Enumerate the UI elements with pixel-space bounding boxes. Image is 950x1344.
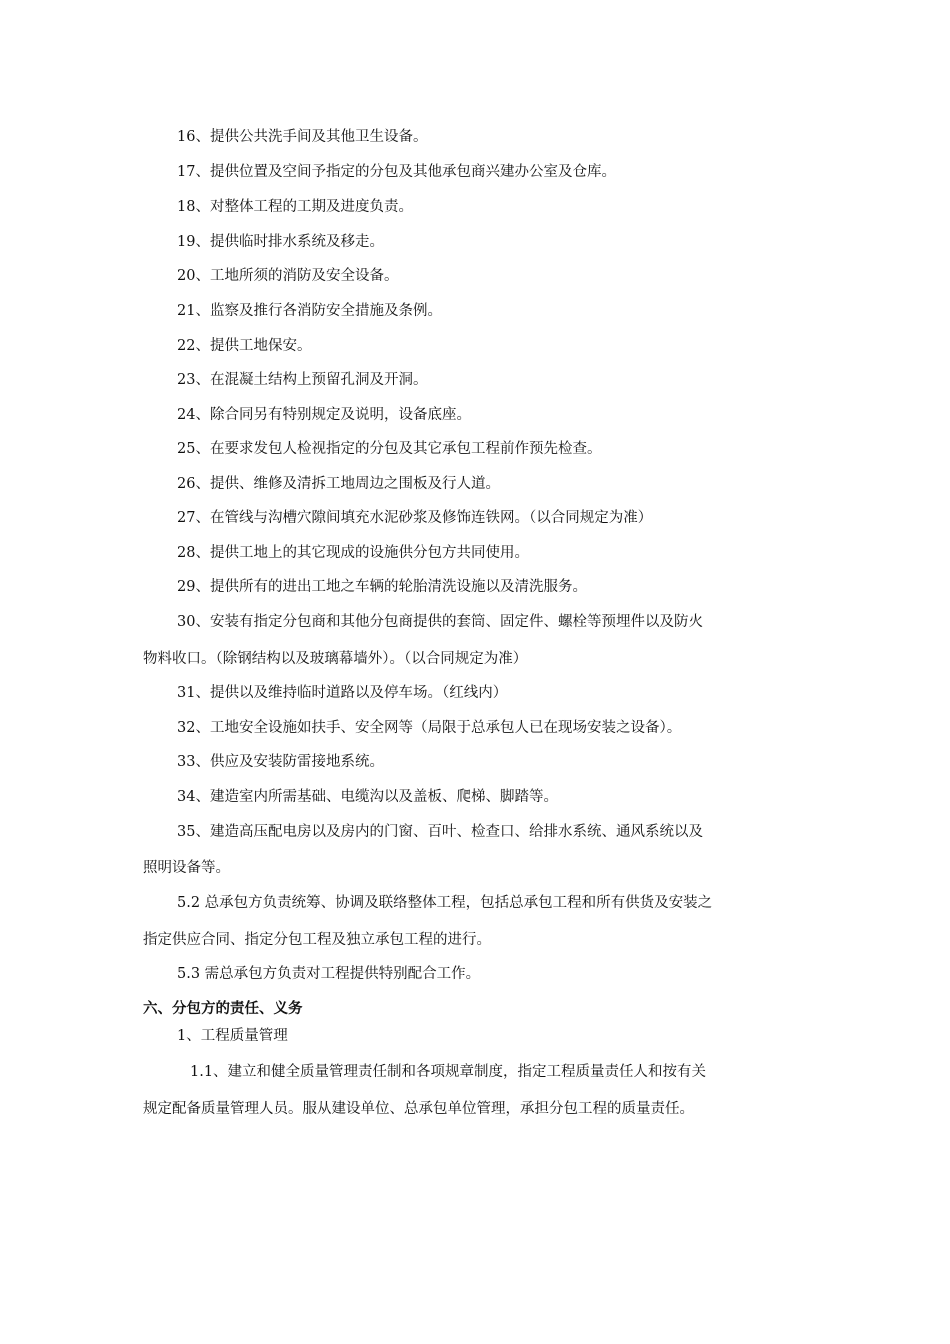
clause-19: 19、提供临时排水系统及移走。 [177, 234, 384, 250]
clause-1-1: 1.1、建立和健全质量管理责任制和各项规章制度，指定工程质量责任人和按有关 [190, 1064, 707, 1080]
clause-27: 27、在管线与沟槽穴隙间填充水泥砂浆及修饰连铁网。（以合同规定为准） [177, 510, 653, 526]
section-heading: 六、分包方的责任、义务 [143, 1001, 303, 1017]
clause-26: 26、提供、维修及清拆工地周边之围板及行人道。 [177, 476, 500, 492]
clause-5-3: 5.3 需总承包方负责对工程提供特别配合工作。 [177, 966, 481, 982]
clause-31: 31、提供以及维持临时道路以及停车场。（红线内） [177, 685, 508, 701]
clause-35-continued: 照明设备等。 [143, 860, 230, 876]
clause-30-continued: 物料收口。（除钢结构以及玻璃幕墙外）。（以合同规定为准） [143, 651, 528, 667]
subsection-heading: 1、工程质量管理 [177, 1028, 288, 1044]
clause-16: 16、提供公共洗手间及其他卫生设备。 [177, 129, 428, 145]
clause-35: 35、建造高压配电房以及房内的门窗、百叶、检查口、给排水系统、通风系统以及 [177, 824, 703, 840]
clause-5-2-continued: 指定供应合同、指定分包工程及独立承包工程的进行。 [143, 932, 491, 948]
clause-28: 28、提供工地上的其它现成的设施供分包方共同使用。 [177, 545, 529, 561]
clause-25: 25、在要求发包人检视指定的分包及其它承包工程前作预先检查。 [177, 441, 602, 457]
clause-29: 29、提供所有的进出工地之车辆的轮胎清洗设施以及清洗服务。 [177, 579, 587, 595]
clause-1-1-continued: 规定配备质量管理人员。服从建设单位、总承包单位管理，承担分包工程的质量责任。 [143, 1101, 694, 1117]
clause-23: 23、在混凝土结构上预留孔洞及开洞。 [177, 372, 428, 388]
clause-34: 34、建造室内所需基础、电缆沟以及盖板、爬梯、脚踏等。 [177, 789, 558, 805]
clause-32: 32、工地安全设施如扶手、安全网等（局限于总承包人已在现场安装之设备）。 [177, 720, 682, 736]
clause-5-2: 5.2 总承包方负责统筹、协调及联络整体工程，包括总承包工程和所有供货及安装之 [177, 895, 713, 911]
clause-20: 20、工地所须的消防及安全设备。 [177, 268, 399, 284]
clause-30: 30、安装有指定分包商和其他分包商提供的套筒、固定件、螺栓等预埋件以及防火 [177, 614, 703, 630]
clause-17: 17、提供位置及空间予指定的分包及其他承包商兴建办公室及仓库。 [177, 164, 616, 180]
clause-18: 18、对整体工程的工期及进度负责。 [177, 199, 413, 215]
clause-22: 22、提供工地保安。 [177, 338, 312, 354]
clause-21: 21、监察及推行各消防安全措施及条例。 [177, 303, 442, 319]
clause-24: 24、除合同另有特别规定及说明，设备底座。 [177, 407, 471, 423]
clause-33: 33、供应及安装防雷接地系统。 [177, 754, 384, 770]
